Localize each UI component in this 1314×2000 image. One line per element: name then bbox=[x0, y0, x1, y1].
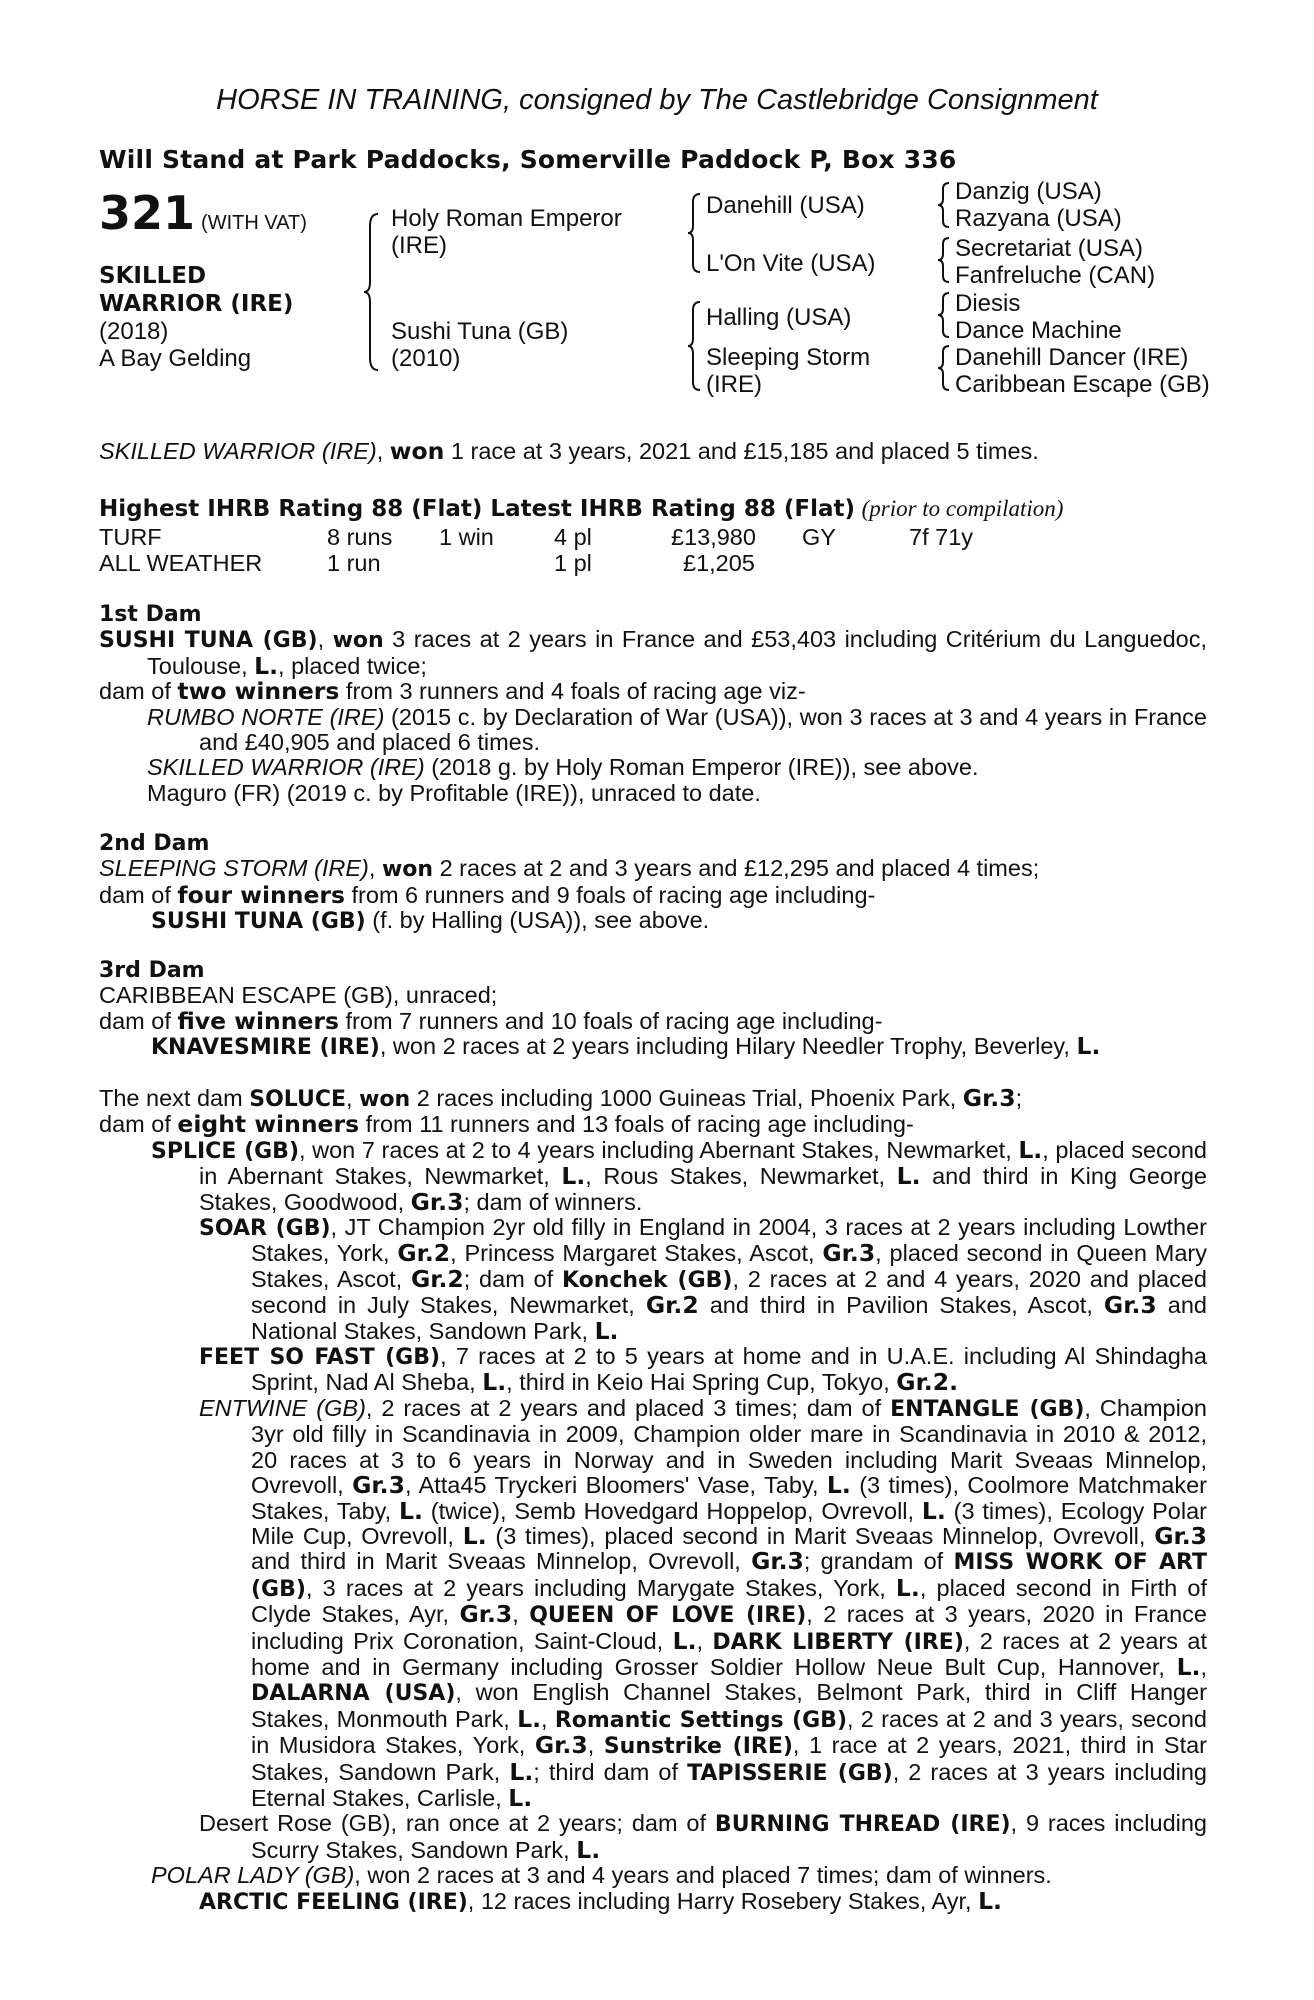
foaling-year: (2018) bbox=[99, 318, 169, 345]
splice-entry: SPLICE (GB), won 7 races at 2 to 4 years including Abernant Stakes, Newmarket, L., placed second in Abernant Stakes, Newmarket, L., Rous Stakes, Newmarket, L. and third in King George Stakes, Goodwood, Gr.3; dam of winners. bbox=[151, 1135, 1207, 1216]
pedigree-brace-7 bbox=[938, 344, 952, 392]
vat-label: (WITH VAT) bbox=[201, 212, 307, 234]
sire-sire: Danehill (USA) bbox=[706, 192, 865, 219]
sd-sire: Secretariat (USA) bbox=[955, 235, 1144, 262]
horse-info bbox=[99, 262, 293, 372]
pedigree-brace-1 bbox=[364, 212, 384, 372]
sire-dam: L'On Vite (USA) bbox=[706, 250, 876, 277]
horse-name-line2: WARRIOR (IRE) bbox=[99, 291, 294, 317]
dam-sire: Halling (USA) bbox=[706, 304, 852, 331]
next-dam-section: The next dam SOLUCE, won 2 races including 1000 Guineas Trial, Phoenix Park, Gr.3; dam of eight winners from 11 runners and 13 foals of racing age including- SPLICE (GB), won 7 races at 2 to 4 years including Abernant Stakes, Newmarket, L., placed second in Abernant Stakes, Newmarket, L., Rous Stakes, Newmarket, L. and third in King George Stakes, Goodwood, Gr.3; dam of winners. SOAR (GB), JT Champion 2yr old filly in England in 2004, 3 races at 2 years including Lowther Stakes, York, Gr.2, Princess Margaret Stakes, Ascot, Gr.3, placed second in Queen Mary Stakes, Ascot, Gr.2; dam of Konchek (GB), 2 races at 2 and 4 years, 2020 and placed second in July Stakes, Newmarket, Gr.2 and third in Pavilion Stakes, Ascot, Gr.3 and National Stakes, Sandown Park, L. FEET SO FAST (GB), 7 races at 2 to 5 years at home and in U.A.E. including Al Shindagha Sprint, Nad Al Sheba, L., third in Keio Hai Spring Cup, Tokyo, Gr.2. ENTWINE (GB), 2 races at 2 years and placed 3 times; dam of ENTANGLE (GB), Champion 3yr old filly in Scandinavia in 2009, Champion older mare in Scandinavia in 2010 & 2012, 20 races at 3 to 6 years in Norway and in Sweden including Marit Sveaas Minnelop, Ovrevoll, Gr.3, Atta45 Tryckeri Bloomers' Vase, Taby, L. (3 times), Coolmore Matchmaker Stakes, Taby, L. (twice), Semb Hovedgard Hoppelop, Ovrevoll, L. (3 times), Ecology Polar Mile Cup, Ovrevoll, L. (3 times), placed second in Marit Sveaas Minnelop, Ovrevoll, Gr.3 and third in Marit Sveaas Minnelop, Ovrevoll, Gr.3; grandam of MISS WORK OF ART (GB), 3 races at 2 years including Marygate Stakes, York, L., placed second in Firth of Clyde Stakes, Ayr, Gr.3, QUEEN OF LOVE (IRE), 2 races at 3 years, 2020 in France including Prix Coronation, Saint-Cloud, L., DARK LIBERTY (IRE), 2 races at 2 years at home and in Germany including Grosser Soldier Hollow Neue Bult Cup, Hannover, L., DALARNA (USA), won English Channel Stakes, Belmont Park, third in Cliff Hanger Stakes, Monmouth Park, L., Romantic Settings (GB), 2 races at 2 and 3 years, second in Musidora Stakes, York, Gr.3, Sunstrike (IRE), 1 race at 2 years, 2021, third in Star Stakes, Sandown Park, L.; third dam of TAPISSERIE (GB), 2 races at 3 years including Eternal Stakes, Carlisle, L. Desert Rose (GB), ran once at 2 years; dam of BURNING THREAD (IRE), 9 races including Scurry Stakes, Sandown Park, L. POLAR LADY (GB), won 2 races at 3 and 4 years and placed 7 times; dam of winners. ARCTIC FEELING (IRE), 12 races including Harry Rosebery Stakes, Ayr, L. bbox=[99, 1084, 1208, 1915]
polar-lady-entry: POLAR LADY (GB), won 2 races at 3 and 4 years and placed 7 times; dam of winners. bbox=[151, 1862, 1052, 1889]
horse-description: A Bay Gelding bbox=[99, 345, 252, 372]
entwine-entry: ENTWINE (GB), 2 races at 2 years and placed 3 times; dam of ENTANGLE (GB), Champion 3yr old filly in Scandinavia in 2009, Champion older mare in Scandinavia in 2010 & 2012, 20 races at 3 to 6 years in Norway and in Sweden including Marit Sveaas Minnelop, Ovrevoll, Gr.3, Atta45 Tryckeri Bloomers' Vase, Taby, L. (3 times), Coolmore Matchmaker Stakes, Taby, L. (twice), Semb Hovedgard Hoppelop, Ovrevoll, L. (3 times), Ecology Polar Mile Cup, Ovrevoll, L. (3 times), placed second in Marit Sveaas Minnelop, Ovrevoll, Gr.3 and third in Marit Sveaas Minnelop, Ovrevoll, Gr.3; grandam of MISS WORK OF ART (GB), 3 races at 2 years including Marygate Stakes, York, L., placed second in Firth of Clyde Stakes, Ayr, Gr.3, QUEEN OF LOVE (IRE), 2 races at 3 years, 2020 in France including Prix Coronation, Saint-Cloud, L., DARK LIBERTY (IRE), 2 races at 2 years at home and in Germany including Grosser Soldier Hollow Neue Bult Cup, Hannover, L., DALARNA (USA), won English Channel Stakes, Belmont Park, third in Cliff Hanger Stakes, Monmouth Park, L., Romantic Settings (GB), 2 races at 2 and 3 years, second in Musidora Stakes, York, Gr.3, Sunstrike (IRE), 1 race at 2 years, 2021, third in Star Stakes, Sandown Park, L.; third dam of TAPISSERIE (GB), 2 races at 3 years including Eternal Stakes, Carlisle, L. bbox=[199, 1394, 1208, 1812]
pedigree-brace-2 bbox=[688, 192, 704, 274]
horse-name-line1: SKILLED bbox=[99, 263, 207, 289]
ds-sire: Diesis bbox=[955, 290, 1021, 317]
desert-rose-entry: Desert Rose (GB), ran once at 2 years; dam of BURNING THREAD (IRE), 9 races including Scurry Stakes, Sandown Park, L. bbox=[199, 1810, 1207, 1864]
ds-dam: Dance Machine bbox=[955, 317, 1122, 344]
lot-number-block bbox=[99, 186, 307, 240]
second-dam-heading: 2nd Dam bbox=[99, 831, 210, 856]
dd-sire: Danehill Dancer (IRE) bbox=[955, 344, 1189, 371]
lot-number: 321 bbox=[99, 186, 196, 240]
soar-entry: SOAR (GB), JT Champion 2yr old filly in England in 2004, 3 races at 2 years including Lowther Stakes, York, Gr.2, Princess Margaret Stakes, Ascot, Gr.3, placed second in Queen Mary Stakes, Ascot, Gr.2; dam of Konchek (GB), 2 races at 2 and 4 years, 2020 and placed second in July Stakes, Newmarket, Gr.2 and third in Pavilion Stakes, Ascot, Gr.3 and National Stakes, Sandown Park, L. bbox=[199, 1214, 1208, 1345]
rating-heading: Highest IHRB Rating 88 (Flat) Latest IHRB Rating 88 (Flat) (prior to compilation) bbox=[99, 496, 1064, 522]
second-dam-section: 2nd Dam SLEEPING STORM (IRE), won 2 races at 2 and 3 years and £12,295 and placed 4 times; dam of four winners from 6 runners and 9 foals of racing age including- SUSHI TUNA (GB) (f. by Halling (USA)), see above. bbox=[99, 831, 1207, 935]
pedigree-brace-4 bbox=[938, 181, 952, 229]
ss-sire: Danzig (USA) bbox=[955, 178, 1102, 205]
dam-dam: Sleeping Storm (IRE) bbox=[706, 344, 871, 398]
first-dam-section: 1st Dam SUSHI TUNA (GB), won 3 races at 2 years in France and £53,403 including Critérium du Languedoc, Toulouse, L., placed twice; dam of two winners from 3 runners and 4 foals of racing age viz- RUMBO NORTE (IRE) (2015 c. by Declaration of War (USA)), won 3 races at 3 and 4 years in France and £40,905 and placed 6 times. SKILLED WARRIOR (IRE) (2018 g. by Holy Roman Emperor (IRE)), see above. Maguro (FR) (2019 c. by Profitable (IRE)), unraced to date. bbox=[99, 602, 1208, 806]
pedigree-brace-3 bbox=[688, 300, 704, 392]
catalogue-page: HORSE IN TRAINING, consigned by The Castlebridge Consignment Will Stand at Park Paddocks, Somerville Paddock P, Box 336 321 (WITH VAT) SKILLED WARRIOR (IRE) (2018) A Bay Gelding Holy Roman Emperor (IRE) Sushi Tuna (GB) (2010) Danehill (USA) L'On Vite (USA) Halling (USA) Sleeping Storm (IRE) Danzig (USA) Razyana (USA) Secretariat (USA) Fanfreluche (CAN) Diesis Dance Machine Danehill Dancer (IRE) Caribbean Escape (GB) SKILLED WARRIOR (IRE), won 1 race at 3 years, 2021 and £15,185 and placed 5 times. Highest IHRB Rating 88 (Flat) Latest IHRB Rating 88 (Flat) (prior to compilation) TURF 8 runs 1 win 4 pl £13,980 GY 7f 71y ALL WEATHER 1 run 1 pl £1,205 1st Dam SUSHI TUNA (GB), won 3 races at 2 years in France and £53,403 including Critérium du Languedoc, Toulouse, L., placed twice; dam of two winners from 3 runners and 4 foals of racing age viz- RUMBO NORTE (IRE) (2015 c. by Declaration of War (USA)), won 3 races at 3 and 4 years in France and £40,905 and placed 6 times. SKILLED WARRIOR (IRE) (2018 g. by Holy Roman Emperor (IRE)), see above. Maguro (FR) (2019 c. by Profitable (IRE)), unraced to date. 2nd Dam SLEEPING STORM (IRE), won 2 races at 2 and 3 years and £12,295 and placed 4 times; dam of four winners from 6 runners and 9 foals of racing age including- SUSHI TUNA (GB) (f. by Halling (USA)), see above. 3rd Dam CARIBBEAN ESCAPE (GB), unraced; dam of five winners from 7 runners and 10 foals of racing age including- KNAVESMIRE (IRE), won 2 races at 2 years including Hilary Needler Trophy, Beverley, L. The next dam SOLUCE, won 2 races including 1000 Guineas Trial, Phoenix Park, Gr.3; dam of eight winners from 11 runners and 13 foals of racing age including- SPLICE (GB), won 7 races at 2 to 4 years including Abernant Stakes, Newmarket, L., placed second in Abernant Stakes, Newmarket, L., Rous Stakes, Newmarket, L. and third in King George Stakes, Goodwood, Gr.3; dam of winners. SOAR (GB), JT Champion 2yr old filly in England in 2004, 3 races at 2 years including Lowther Stakes, York, Gr.2, Princess Margaret Stakes, Ascot, Gr.3, placed second in Queen Mary Stakes, Ascot, Gr.2; dam of Konchek (GB), 2 races at 2 and 4 years, 2020 and placed second in July Stakes, Newmarket, Gr.2 and third in Pavilion Stakes, Ascot, Gr.3 and National Stakes, Sandown Park, L. FEET SO FAST (GB), 7 races at 2 to 5 years at home and in U.A.E. including Al Shindagha Sprint, Nad Al Sheba, L., third in Keio Hai Spring Cup, Tokyo, Gr.2. ENTWINE (GB), 2 races at 2 years and placed 3 times; dam of ENTANGLE (GB), Champion 3yr old filly in Scandinavia in 2009, Champion older mare in Scandinavia in 2010 & 2012, 20 races at 3 to 6 years in Norway and in Sweden including Marit Sveaas Minnelop, Ovrevoll, Gr.3, Atta45 Tryckeri Bloomers' Vase, Taby, L. (3 times), Coolmore Matchmaker Stakes, Taby, L. (twice), Semb Hovedgard Hoppelop, Ovrevoll, L. (3 times), Ecology Polar Mile Cup, Ovrevoll, L. (3 times), placed second in Marit Sveaas Minnelop, Ovrevoll, Gr.3 and third in Marit Sveaas Minnelop, Ovrevoll, Gr.3; grandam of MISS WORK OF ART (GB), 3 races at 2 years including Marygate Stakes, York, L., placed second in Firth of Clyde Stakes, Ayr, Gr.3, QUEEN OF LOVE (IRE), 2 races at 3 years, 2020 in France including Prix Coronation, Saint-Cloud, L., DARK LIBERTY (IRE), 2 races at 2 years at home and in Germany including Grosser Soldier Hollow Neue Bult Cup, Hannover, L., DALARNA (USA), won English Channel Stakes, Belmont Park, third in Cliff Hanger Stakes, Monmouth Park, L., Romantic Settings (GB), 2 races at 2 and 3 years, second in Musidora Stakes, York, Gr.3, Sunstrike (IRE), 1 race at 2 years, 2021, third in Star Stakes, Sandown Park, L.; third dam of TAPISSERIE (GB), 2 races at 3 years including Eternal Stakes, Carlisle, L. Desert Rose (GB), ran once at 2 years; dam of BURNING THREAD (IRE), 9 races including Scurry Stakes, Sandown Park, L. POLAR LADY (GB), won 2 races at 3 and 4 years and placed 7 times; dam of winners. ARCTIC FEELING (IRE), 12 races including Harry Rosebery Stakes, Ayr, L. bbox=[0, 0, 1314, 2000]
dd-dam: Caribbean Escape (GB) bbox=[955, 371, 1210, 398]
sd-dam: Fanfreluche (CAN) bbox=[955, 262, 1156, 289]
ss-dam: Razyana (USA) bbox=[955, 205, 1122, 232]
page-header: HORSE IN TRAINING, consigned by The Castlebridge Consignment bbox=[216, 84, 1098, 116]
arctic-feeling-entry: ARCTIC FEELING (IRE), 12 races including Harry Rosebery Stakes, Ayr, L. bbox=[199, 1886, 1002, 1915]
third-dam-heading: 3rd Dam bbox=[99, 958, 205, 983]
race-summary: SKILLED WARRIOR (IRE), won 1 race at 3 years, 2021 and £15,185 and placed 5 times. bbox=[99, 437, 1039, 465]
stand-location: Will Stand at Park Paddocks, Somerville Paddock P, Box 336 bbox=[99, 145, 957, 174]
third-dam-section: 3rd Dam CARIBBEAN ESCAPE (GB), unraced; dam of five winners from 7 runners and 10 foals of racing age including- KNAVESMIRE (IRE), won 2 races at 2 years including Hilary Needler Trophy, Beverley, L. bbox=[99, 958, 1207, 1061]
pedigree-brace-5 bbox=[938, 236, 952, 284]
dam: Sushi Tuna (GB) (2010) bbox=[391, 318, 569, 372]
feet-so-fast-entry: FEET SO FAST (GB), 7 races at 2 to 5 years at home and in U.A.E. including Al Shindagha Sprint, Nad Al Sheba, L., third in Keio Hai Spring Cup, Tokyo, Gr.2. bbox=[199, 1343, 1207, 1397]
sire: Holy Roman Emperor (IRE) bbox=[391, 205, 622, 259]
pedigree-brace-6 bbox=[938, 291, 952, 339]
first-dam-heading: 1st Dam bbox=[99, 602, 202, 627]
